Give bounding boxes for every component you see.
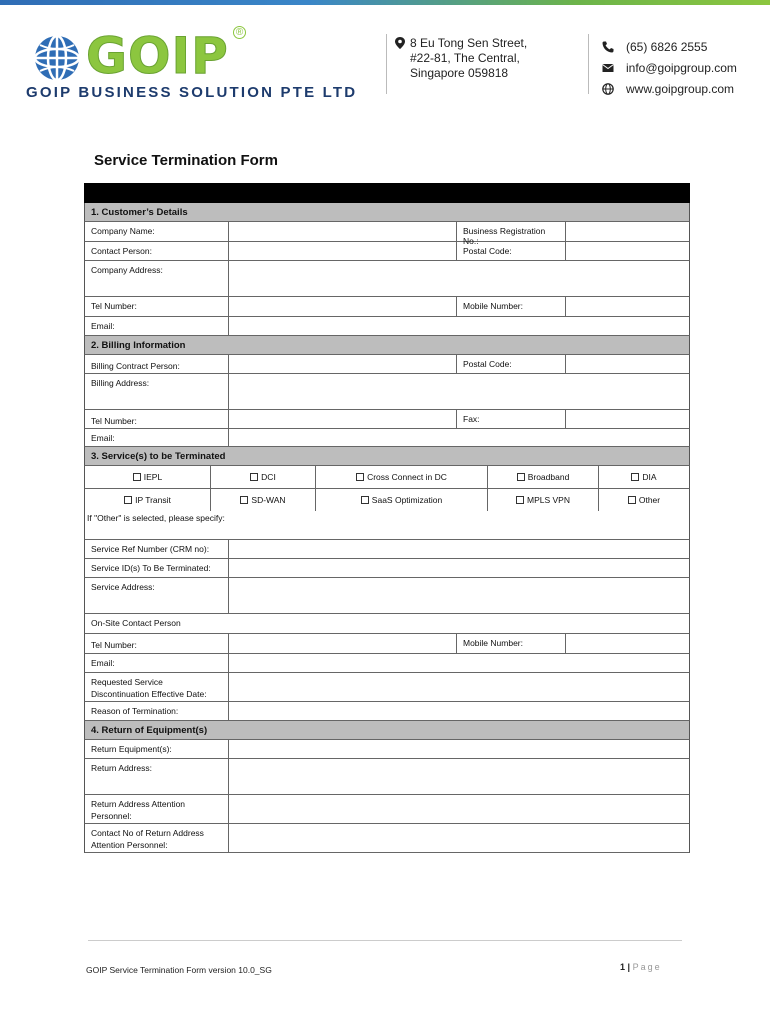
checkbox-dia[interactable]: DIA (599, 466, 689, 488)
company-name-field[interactable] (229, 222, 457, 241)
billing-contact-field[interactable] (229, 355, 457, 373)
checkbox-iepl[interactable]: IEPL (85, 466, 211, 488)
onsite-tel-field[interactable] (229, 634, 457, 653)
table-row (84, 511, 690, 540)
table-row (84, 634, 690, 654)
onsite-contact-field[interactable] (85, 614, 689, 633)
checkbox-icon (361, 496, 369, 504)
table-row (84, 540, 690, 559)
billing-tel-label: Tel Number: (85, 410, 229, 428)
contact-person-field[interactable] (229, 242, 457, 260)
contact-person-label: Contact Person: (85, 242, 229, 260)
email-row (602, 57, 737, 78)
company-address-field[interactable] (229, 261, 689, 296)
table-row (84, 740, 690, 759)
return-contact-field[interactable] (229, 824, 689, 852)
header-divider (386, 34, 387, 94)
business-reg-label: Business Registration No.: (457, 222, 566, 241)
contact-info (602, 36, 737, 99)
footer-version: GOIP Service Termination Form version 10.0_SG (86, 965, 272, 975)
tel-number-label: Tel Number: (85, 297, 229, 316)
email-address[interactable]: info@goipgroup.com (626, 60, 737, 75)
address-line-1: 8 Eu Tong Sen Street, (410, 36, 528, 50)
service-address-field[interactable] (229, 578, 689, 613)
table-row (84, 242, 690, 261)
checkbox-icon (356, 473, 364, 481)
footer-divider (88, 940, 682, 941)
onsite-tel-label: Tel Number: (85, 634, 229, 653)
onsite-contact-label: On-Site Contact Person (91, 618, 181, 628)
postal-code-label: Postal Code: (457, 242, 566, 260)
billing-address-field[interactable] (229, 374, 689, 409)
table-row (84, 654, 690, 673)
return-attention-field[interactable] (229, 795, 689, 823)
tel-number-field[interactable] (229, 297, 457, 316)
return-address-label: Return Address: (85, 759, 229, 794)
globe-icon (32, 33, 82, 83)
other-specify-field[interactable] (85, 511, 689, 539)
onsite-mobile-label: Mobile Number: (457, 634, 566, 653)
onsite-email-label: Email: (85, 654, 229, 672)
company-address (396, 36, 527, 81)
fax-label: Fax: (457, 410, 566, 428)
return-equipment-label: Return Equipment(s): (85, 740, 229, 758)
globe-icon (602, 83, 614, 95)
billing-address-label: Billing Address: (85, 374, 229, 409)
service-ref-field[interactable] (229, 540, 689, 558)
return-attention-label: Return Address Attention Personnel: (85, 795, 229, 823)
table-header-bar (84, 183, 690, 203)
top-accent-bar (0, 0, 770, 5)
address-line-2: #22-81, The Central, (410, 51, 520, 65)
section-heading-customer-details: 1. Customer’s Details (84, 203, 690, 222)
company-logo (26, 24, 371, 104)
form-title: Service Termination Form (94, 152, 278, 169)
address-line-3: Singapore 059818 (410, 66, 509, 80)
email-label: Email: (85, 317, 229, 335)
table-row (84, 759, 690, 795)
checkbox-icon (240, 496, 248, 504)
table-row (84, 410, 690, 429)
billing-tel-field[interactable] (229, 410, 457, 428)
table-row (84, 317, 690, 336)
postal-code-field[interactable] (566, 242, 689, 260)
checkbox-icon (628, 496, 636, 504)
checkbox-saas-optimization[interactable]: SaaS Optimization (316, 489, 488, 511)
table-row (84, 824, 690, 853)
checkbox-icon (133, 473, 141, 481)
section-heading-billing-info: 2. Billing Information (84, 336, 690, 355)
table-row (84, 614, 690, 634)
checkbox-ip-transit[interactable]: IP Transit (85, 489, 211, 511)
table-row (84, 578, 690, 614)
company-address-label: Company Address: (85, 261, 229, 296)
checkbox-sd-wan[interactable]: SD-WAN (211, 489, 316, 511)
return-address-field[interactable] (229, 759, 689, 794)
termination-form-table (84, 183, 690, 853)
service-ref-label: Service Ref Number (CRM no): (85, 540, 229, 558)
service-address-label: Service Address: (85, 578, 229, 613)
business-reg-field[interactable] (566, 222, 689, 241)
phone-icon (602, 41, 614, 53)
logo-wordmark: GOIP (86, 27, 229, 85)
table-row (84, 261, 690, 297)
checkbox-icon (517, 473, 525, 481)
table-row (84, 673, 690, 702)
website-row (602, 78, 737, 99)
requested-date-label: Requested Service Discontinuation Effective Date: (85, 673, 229, 701)
checkbox-icon (631, 473, 639, 481)
table-row (84, 374, 690, 410)
service-ids-label: Service ID(s) To Be Terminated: (85, 559, 229, 577)
phone-row (602, 36, 737, 57)
checkbox-icon (250, 473, 258, 481)
header-divider (588, 34, 589, 94)
checkbox-cross-connect[interactable]: Cross Connect in DC (316, 466, 488, 488)
billing-email-label: Email: (85, 429, 229, 446)
email-field[interactable] (229, 317, 689, 335)
other-specify-label: If "Other" is selected, please specify: (87, 513, 225, 523)
mobile-number-field[interactable] (566, 297, 689, 316)
return-contact-label: Contact No of Return Address Attention Personnel: (85, 824, 229, 852)
billing-email-field[interactable] (229, 429, 689, 446)
reason-field[interactable] (229, 702, 689, 720)
table-row (84, 702, 690, 721)
table-row (84, 355, 690, 374)
service-options-row (84, 489, 690, 511)
table-row (84, 795, 690, 824)
billing-postal-code-label: Postal Code: (457, 355, 566, 373)
phone-number: (65) 6826 2555 (626, 39, 708, 54)
section-heading-return-equipment: 4. Return of Equipment(s) (84, 721, 690, 740)
onsite-email-field[interactable] (229, 654, 689, 672)
service-ids-field[interactable] (229, 559, 689, 577)
envelope-icon (602, 62, 614, 74)
company-name: GOIP BUSINESS SOLUTION PTE LTD (26, 84, 358, 101)
location-pin-icon (395, 37, 405, 49)
website-url[interactable]: www.goipgroup.com (626, 81, 735, 96)
table-row (84, 429, 690, 447)
company-name-label: Company Name: (85, 222, 229, 241)
requested-date-field[interactable] (229, 673, 689, 701)
fax-field[interactable] (566, 410, 689, 428)
checkbox-broadband[interactable]: Broadband (488, 466, 599, 488)
registered-mark: ® (233, 26, 246, 39)
onsite-mobile-field[interactable] (566, 634, 689, 653)
checkbox-icon (516, 496, 524, 504)
billing-contact-label: Billing Contract Person: (85, 355, 229, 373)
checkbox-mpls-vpn[interactable]: MPLS VPN (488, 489, 599, 511)
table-row (84, 297, 690, 317)
checkbox-dci[interactable]: DCI (211, 466, 316, 488)
checkbox-icon (124, 496, 132, 504)
return-equipment-field[interactable] (229, 740, 689, 758)
page-number: 1 | Page (620, 962, 662, 972)
reason-label: Reason of Termination: (85, 702, 229, 720)
mobile-number-label: Mobile Number: (457, 297, 566, 316)
section-heading-services-terminated: 3. Service(s) to be Terminated (84, 447, 690, 466)
service-options-row (84, 466, 690, 489)
table-row (84, 222, 690, 246)
billing-postal-code-field[interactable] (566, 355, 689, 373)
table-row (84, 559, 690, 578)
checkbox-other[interactable]: Other (599, 489, 689, 511)
